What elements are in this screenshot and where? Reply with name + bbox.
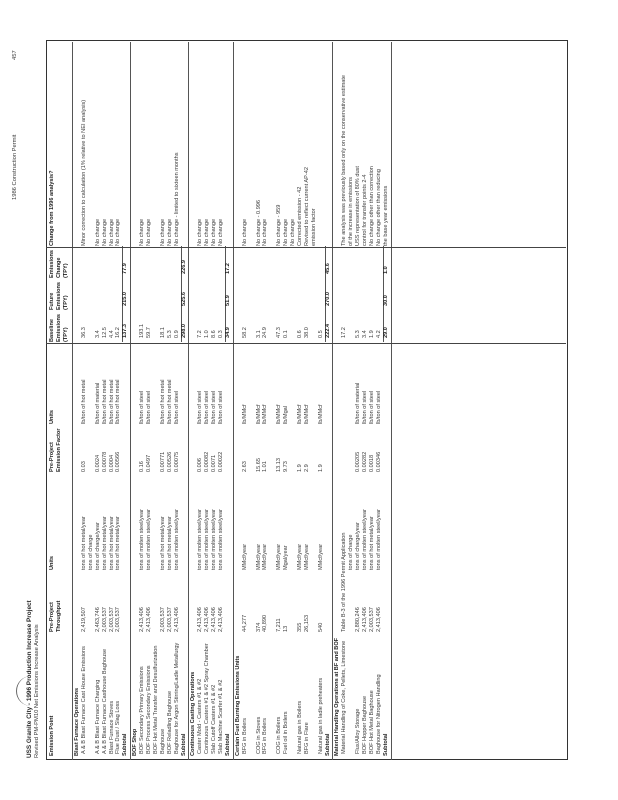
throughput-units: tons of molten steel/year: [173, 509, 180, 570]
throughput: 2,413,406: [362, 607, 368, 632]
emission-factor: 0.0497: [146, 454, 152, 472]
baseline-emissions: 0.5: [317, 330, 324, 338]
throughput: 2,419,507: [80, 607, 87, 632]
emission-point: BFG in Flare: [303, 722, 310, 754]
emission-factor: 15.65: [255, 458, 262, 472]
column-header: Baseline Emissions (TPY): [49, 314, 69, 342]
throughput: 2,413,406: [375, 607, 382, 632]
emission-point: Flue Dust / Slag Loss: [115, 700, 122, 754]
subtotal-change: 45.6: [324, 263, 331, 274]
baseline-emissions: 38.0: [303, 327, 310, 338]
factor-units: lb/MMcf: [276, 404, 283, 424]
throughput-units: tons of molten steel/year: [204, 509, 211, 570]
baseline-emissions: 24.9: [262, 327, 269, 338]
throughput: 2,413,406: [139, 607, 146, 632]
emission-factor: 0.16: [139, 461, 146, 472]
subtotal-baseline: 34.9: [224, 327, 231, 338]
column-header: Emission Point: [49, 715, 55, 756]
throughput-units: MMcf/year: [255, 543, 262, 570]
baseline-emissions: 3.4: [94, 330, 101, 338]
change-note: No change: [166, 218, 173, 246]
emission-factor: 0.03: [80, 461, 87, 472]
throughput: 7,211: [276, 618, 283, 632]
emission-point: Continuous Casters #1 & #2 Spray Chamber: [204, 643, 211, 754]
baseline-emissions: 3.1: [255, 330, 262, 338]
emission-factor: 0.00282: [362, 451, 368, 472]
emission-point: BFG in Boilers: [241, 717, 248, 754]
factor-units: lb/ton of hot metal: [108, 379, 115, 424]
emission-point: A & B Blast Furnace Charging: [94, 679, 101, 754]
subtotal-label: Subtotal: [382, 733, 389, 756]
emission-point: Flux/Alloy Storage: [355, 708, 362, 754]
baseline-emissions: 3.4: [362, 330, 368, 338]
subtotal-future: 30.0: [382, 295, 389, 306]
change-note: No change: [94, 218, 101, 246]
emission-factor: 0.0071: [211, 454, 218, 472]
throughput: 540: [317, 622, 324, 632]
throughput-units: tons of hot metal/year: [166, 516, 173, 570]
section-divider: [130, 42, 131, 760]
emission-factor: 0.0004: [108, 454, 115, 472]
throughput-units: MMcf/year: [262, 543, 269, 570]
throughput-units: tons of molten steel/year: [211, 509, 218, 570]
throughput: 26,153: [303, 614, 310, 632]
factor-units: lb/ton of hot metal: [166, 379, 173, 424]
corner-mark: 457: [12, 50, 18, 60]
section-title: BOF Shop: [132, 728, 139, 756]
throughput: 2,413,406: [146, 607, 152, 632]
factor-units: lb/Mgal: [283, 405, 290, 424]
section-title: Blast Furnace Operations: [74, 687, 80, 756]
subtotal-future: 215.0: [122, 292, 129, 306]
factor-units: lb/ton of steel: [173, 390, 180, 424]
emission-point: COG in Boilers: [276, 716, 283, 754]
change-note: No change: [241, 218, 248, 246]
header-divider: [72, 42, 73, 760]
subtotal-label: Subtotal: [324, 733, 331, 756]
baseline-emissions: 193.1: [139, 324, 146, 338]
change-note: No change: [146, 218, 152, 246]
throughput-units: tons of charge/year: [355, 522, 362, 570]
document-subtitle: Revised PM-PM10 Net Emissions Increase Analysis: [34, 624, 40, 758]
section-title: Material Handling Operations at BF and BOF: [334, 637, 341, 756]
subtotal-change: 77.9: [122, 263, 129, 274]
emission-point: Fuel oil in Boilers: [283, 711, 290, 754]
change-note: No change: [211, 218, 218, 246]
change-note: No change - 0.996: [255, 199, 262, 246]
change-note: No change: [139, 218, 146, 246]
factor-units: lb/MMcf: [296, 404, 303, 424]
column-header: Pre-Project Throughput: [49, 600, 62, 632]
emission-factor: 0.0024: [94, 454, 101, 472]
emission-factor: 0.00205: [355, 451, 362, 472]
throughput: 2,463,746: [94, 607, 101, 632]
subtotal-baseline: 137.3: [122, 324, 129, 338]
subtotal-label: Subtotal: [122, 733, 129, 756]
subtotal-label: Subtotal: [224, 733, 231, 756]
factor-units: lb/ton of steel: [218, 390, 224, 424]
emission-factor: 2.63: [241, 461, 248, 472]
baseline-emissions: 12.5: [101, 327, 108, 338]
change-note: No change: [197, 218, 204, 246]
throughput: 44,277: [241, 614, 248, 632]
throughput-units: tons of molten steel/year: [362, 509, 368, 570]
emission-factor: 0.00566: [115, 451, 122, 472]
factor-units: lb/ton of steel: [211, 390, 218, 424]
emission-factor: 0.00346: [375, 451, 382, 472]
subtotal-baseline: 29.0: [382, 327, 389, 338]
emission-factor: 2.9: [303, 464, 310, 472]
emission-point: Slab Cutoff Casters #1 & #2: [211, 684, 218, 754]
column-separator: [46, 247, 566, 248]
factor-units: lb/ton of steel: [204, 390, 211, 424]
factor-units: lb/ton of steel: [197, 390, 204, 424]
baseline-emissions: 17.2: [341, 327, 348, 338]
throughput: 40,890: [262, 614, 269, 632]
rotated-table-sheet: [12, 40, 568, 760]
subtotal-baseline: 298.0: [180, 324, 187, 338]
emission-factor: 0.00075: [173, 451, 180, 472]
emission-factor: 1.01: [262, 461, 269, 472]
column-header: Change from 1996 analysis?: [49, 170, 55, 246]
factor-units: lb/ton of hot metal: [159, 379, 166, 424]
throughput-units: tons of hot metal/year: [80, 516, 87, 570]
section-divider: [233, 42, 234, 760]
change-note: No change other than correction: [368, 166, 375, 246]
change-note: No change - 959: [276, 204, 283, 246]
factor-units: lb/ton of steel: [375, 390, 382, 424]
change-note: No change: [108, 218, 115, 246]
table-frame: [46, 40, 568, 760]
emission-point: BOF Secondary Primary Emissions: [139, 666, 146, 754]
subtotal-baseline: 222.4: [324, 324, 331, 338]
throughput: 355: [296, 622, 303, 632]
change-note: No change: [218, 218, 224, 246]
baseline-emissions: 0.3: [218, 330, 224, 338]
emission-point: Material Handling of Coke, Pellets, Limestone: [341, 640, 348, 754]
emission-factor: 9.73: [283, 461, 290, 472]
baseline-emissions: 1.0: [204, 330, 211, 338]
subtotal-future: 270.0: [324, 292, 331, 306]
change-note: No change: [283, 218, 290, 246]
factor-units: lb/MMcf: [241, 404, 248, 424]
throughput: 2,413,406: [204, 607, 211, 632]
change-note: No change: [204, 218, 211, 246]
throughput: 2,003,537: [166, 607, 173, 632]
emission-point: BOF Hot Metal Baghouse: [368, 690, 375, 754]
emission-point: Caster Mold - Casters #1 & #2: [197, 678, 204, 754]
throughput-units: MMcf/year: [303, 543, 310, 570]
emission-factor: 0.00771: [159, 451, 166, 472]
throughput-units: tons of molten steel/year: [197, 509, 204, 570]
throughput-units: tons of hot metal/year: [159, 516, 166, 570]
throughput-units: tons of charge/year: [94, 522, 101, 570]
emission-point: BOF Process Secondary Emissions: [146, 665, 152, 754]
emission-point: BFG in Boilers: [262, 717, 269, 754]
subtotal-change: 17.2: [224, 263, 231, 274]
emission-point: Slab Machine Scarfer #1 & #2: [218, 679, 224, 754]
baseline-emissions: 58.2: [241, 327, 248, 338]
throughput-units: MMcf/year: [276, 543, 283, 570]
column-header: Units: [49, 410, 55, 424]
document-title: USS Granite City - 1996 Production Increase Project: [26, 600, 33, 758]
factor-units: lb/ton of material: [94, 382, 101, 424]
factor-units: lb/ton of steel: [146, 390, 152, 424]
change-note: No change: [101, 218, 108, 246]
subtotal-future: 525.6: [180, 292, 187, 306]
throughput-units: MMcf/year: [296, 543, 303, 570]
baseline-emissions: 4.2: [375, 330, 382, 338]
factor-units: lb/MMcf: [317, 404, 324, 424]
change-note: control for transfer points 2-4: [362, 174, 368, 246]
emission-point: Natural gas in ladle preheaters: [317, 677, 324, 754]
throughput-units: tons of hot metal/year: [108, 516, 115, 570]
emission-point: COG in Stoves: [255, 716, 262, 754]
change-note: Minor correction to calculation (1% relative to NEI analysis): [80, 99, 87, 246]
emission-point: A & B Blast Furnace Cast House Emissions: [80, 646, 87, 754]
throughput-units: tons of molten steel/year: [218, 509, 224, 570]
throughput: 2,003,537: [115, 607, 122, 632]
factor-units: lb/MMcf: [303, 404, 310, 424]
baseline-emissions: 7.2: [197, 330, 204, 338]
change-note: Corrected emission - 42: [296, 186, 303, 246]
baseline-emissions: 59.7: [146, 327, 152, 338]
baseline-emissions: 0.9: [173, 330, 180, 338]
factor-units: lb/ton of steel: [368, 390, 375, 424]
throughput: 2,880,246: [355, 607, 362, 632]
emission-factor: 1.9: [296, 464, 303, 472]
change-note: No change: [115, 218, 122, 246]
throughput-units: tons of charge: [348, 534, 355, 570]
subtotal-future: 51.9: [224, 295, 231, 306]
throughput: 2,003,537: [368, 607, 375, 632]
factor-units: lb/ton of hot metal: [80, 379, 87, 424]
baseline-emissions: 36.3: [80, 327, 87, 338]
section-divider: [391, 42, 392, 760]
factor-units: lb/ton of hot metal: [115, 379, 122, 424]
emission-factor: 13.13: [276, 458, 283, 472]
throughput-units: tons of molten steel/year: [375, 509, 382, 570]
column-header: Future Emissions (TPY): [49, 282, 69, 310]
throughput: 2,003,537: [159, 607, 166, 632]
change-note: Revised to reflect current AP-42: [303, 167, 310, 246]
emission-factor: 0.00526: [166, 451, 173, 472]
baseline-emissions: 4.4: [108, 330, 115, 338]
subtotal-note: the base year emissions: [382, 185, 389, 246]
baseline-emissions: 5.3: [355, 330, 362, 338]
factor-units: lb/ton of steel: [139, 390, 146, 424]
change-note: The analysis was previously based only on the conservative estimate: [341, 74, 348, 246]
baseline-emissions: 47.3: [276, 327, 283, 338]
throughput-units: tons of molten steel/year: [146, 509, 152, 570]
emission-factor: 0.0018: [368, 454, 375, 472]
column-header: Emissions Change (TPY): [49, 250, 69, 278]
emission-factor: 0.00082: [204, 451, 211, 472]
change-note: No change: [262, 218, 269, 246]
throughput: 2,413,406: [218, 607, 224, 632]
change-note: of the increase in emissions: [348, 176, 355, 246]
baseline-emissions: 16.2: [115, 327, 122, 338]
baseline-emissions: 8.6: [211, 330, 218, 338]
throughput-units: tons of molten steel/year: [139, 509, 146, 570]
throughput: 374: [255, 622, 262, 632]
section-title: Certain Fuel Burning Emissions Units: [234, 655, 241, 756]
throughput-units: tons of hot metal/year: [115, 516, 122, 570]
baseline-emissions: 18.1: [159, 327, 166, 338]
emission-factor: 0.00022: [218, 451, 224, 472]
baseline-emissions: 0.6: [296, 330, 303, 338]
factor-units: lb/MMcf: [255, 404, 262, 424]
factor-units: lb/MMcf: [262, 404, 269, 424]
throughput-units: MMcf/year: [241, 543, 248, 570]
change-note: No change - limited to sixteen months: [173, 152, 180, 246]
throughput: 2,003,537: [108, 607, 115, 632]
change-note: No change other than reducing: [375, 169, 382, 246]
emission-point: BOF Hopper Baghouse: [362, 695, 368, 754]
emission-point: Baghouse for Nitrogen Handling: [375, 674, 382, 754]
throughput: 13: [283, 625, 290, 632]
section-divider: [332, 42, 333, 760]
baseline-emissions: 1.9: [368, 330, 375, 338]
column-header: Units: [49, 556, 55, 570]
throughput-units: Mgal/year: [283, 545, 290, 570]
throughput: Table B-3 of the 1996 Permit Application: [341, 532, 348, 632]
throughput-units: tons of hot metal/year: [368, 516, 375, 570]
subtotal-change: 226.9: [180, 260, 187, 274]
throughput: 2,413,406: [197, 607, 204, 632]
emission-point: Natural gas in Boilers: [296, 700, 303, 754]
emission-point: Baghouse for Argon Stirring/Ladle Metallurgy: [173, 642, 180, 754]
throughput-units: tons of hot metal/year: [101, 516, 108, 570]
side-label: 1986 Construction Permit: [12, 134, 18, 200]
section-title: Continuous Casting Operations: [190, 671, 197, 756]
factor-units: lb/ton of hot metal: [101, 379, 108, 424]
column-header: Pre-Project Emission Factor: [49, 428, 62, 472]
throughput-units: tons of charge: [87, 534, 94, 570]
emission-factor: 1.9: [317, 464, 324, 472]
column-separator: [46, 343, 566, 344]
change-note: No change: [290, 218, 296, 246]
change-note: USS representation of 80% dust: [355, 166, 362, 246]
change-note: No change: [159, 218, 166, 246]
change-note: emission factor: [310, 208, 317, 246]
throughput-units: MMcf/year: [317, 543, 324, 570]
throughput: 2,413,406: [211, 607, 218, 632]
emission-point: BOF Hot Metal Transfer and Desulfurization: [152, 645, 159, 754]
emission-point: Blast Furnace Stoves: [108, 700, 115, 754]
section-divider: [188, 42, 189, 760]
emission-point: Baghouse: [159, 728, 166, 754]
emission-factor: 0.00078: [101, 451, 108, 472]
factor-units: lb/ton of material: [355, 382, 362, 424]
baseline-emissions: 0.1: [283, 330, 290, 338]
subtotal-label: Subtotal: [180, 733, 187, 756]
factor-units: lb/ton of steel: [362, 390, 368, 424]
baseline-emissions: 5.3: [166, 330, 173, 338]
subtotal-change: 1.0: [382, 266, 389, 274]
emission-point: A & B Blast Furnace Casthouse Baghouse: [101, 648, 108, 754]
emission-point: BOF Reladling Baghouse: [166, 690, 173, 754]
throughput: 2,003,537: [101, 607, 108, 632]
emission-factor: 0.006: [197, 458, 204, 472]
throughput: 2,413,406: [173, 607, 180, 632]
